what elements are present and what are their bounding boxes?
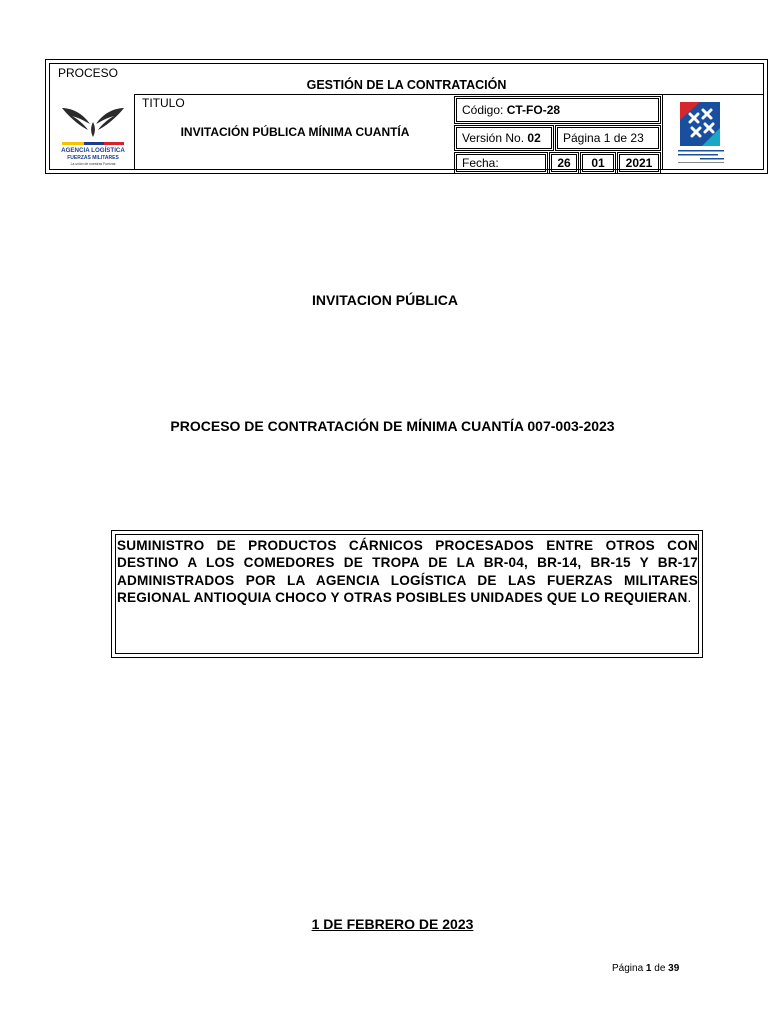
page-word: Página bbox=[612, 963, 644, 974]
page-footer bbox=[612, 963, 679, 974]
document-title: INVITACION PÚBLICA bbox=[312, 292, 458, 308]
fecha-year-box bbox=[619, 154, 659, 172]
pagina-box bbox=[557, 127, 659, 149]
titulo-label: TITULO bbox=[142, 96, 185, 110]
codigo-label: Código: bbox=[462, 103, 504, 117]
header-column-divider bbox=[662, 94, 663, 169]
codigo-box bbox=[456, 98, 659, 122]
page-of: de bbox=[654, 963, 666, 974]
header-divider bbox=[134, 94, 763, 95]
description-inner-frame bbox=[115, 534, 699, 654]
agencia-logistica-logo-icon bbox=[56, 100, 130, 166]
header-inner-frame bbox=[49, 63, 764, 170]
titulo-value: INVITACIÓN PÚBLICA MÍNIMA CUANTÍA bbox=[180, 125, 410, 139]
contract-description bbox=[117, 537, 698, 607]
fecha-month: 01 bbox=[591, 156, 605, 170]
version-value: 02 bbox=[527, 131, 541, 145]
proceso-label: PROCESO bbox=[58, 66, 119, 80]
document-date: 1 DE FEBRERO DE 2023 bbox=[311, 916, 474, 932]
grupo-social-empresarial-defensa-logo bbox=[670, 98, 760, 168]
version-label: Versión No. bbox=[462, 131, 525, 145]
fecha-year: 2021 bbox=[625, 156, 653, 170]
description-text: SUMINISTRO DE PRODUCTOS CÁRNICOS PROCESADOS ENTRE OTROS CON DESTINO A LOS COMEDORES DE TROPA DE LA BR-04, BR-14, BR-15 Y BR-17 ADMINISTRADOS POR LA AGENCIA LOGÍSTICA DE LAS FUERZAS MILITARES REGIONAL ANTIOQUIA CHOCO Y OTRAS POSIBLES UNIDADES QUE LO REQUIERAN bbox=[117, 538, 698, 606]
document-header-table bbox=[45, 59, 768, 174]
grupo-social-empresarial-defensa-logo-icon bbox=[670, 98, 760, 168]
process-name: GESTIÓN DE LA CONTRATACIÓN bbox=[306, 78, 507, 92]
fecha-label: Fecha: bbox=[462, 156, 499, 170]
flag-red bbox=[104, 142, 124, 145]
logo-text-line2: FUERZAS MILITARES bbox=[67, 155, 119, 161]
description-box bbox=[111, 530, 703, 658]
fecha-month-box bbox=[582, 154, 614, 172]
fecha-day-box bbox=[551, 154, 577, 172]
page-current: 1 bbox=[645, 963, 652, 974]
flag-yellow bbox=[62, 142, 84, 145]
pagina-text: Página 1 de 23 bbox=[563, 131, 644, 145]
logo-text-line1: AGENCIA LOGÍSTICA bbox=[61, 147, 125, 154]
process-title: PROCESO DE CONTRATACIÓN DE MÍNIMA CUANTÍA 007-003-2023 bbox=[170, 418, 615, 434]
page-total: 39 bbox=[668, 963, 680, 974]
logo-text-line3: La unión de nuestras Fuerzas bbox=[70, 162, 116, 166]
fecha-label-box bbox=[456, 154, 546, 172]
agencia-logistica-logo bbox=[56, 100, 130, 166]
codigo-value: CT-FO-28 bbox=[506, 103, 561, 117]
version-box bbox=[456, 127, 552, 149]
header-column-divider bbox=[134, 94, 135, 169]
fecha-day: 26 bbox=[557, 156, 571, 170]
description-end: . bbox=[687, 590, 692, 606]
flag-blue bbox=[84, 142, 104, 145]
